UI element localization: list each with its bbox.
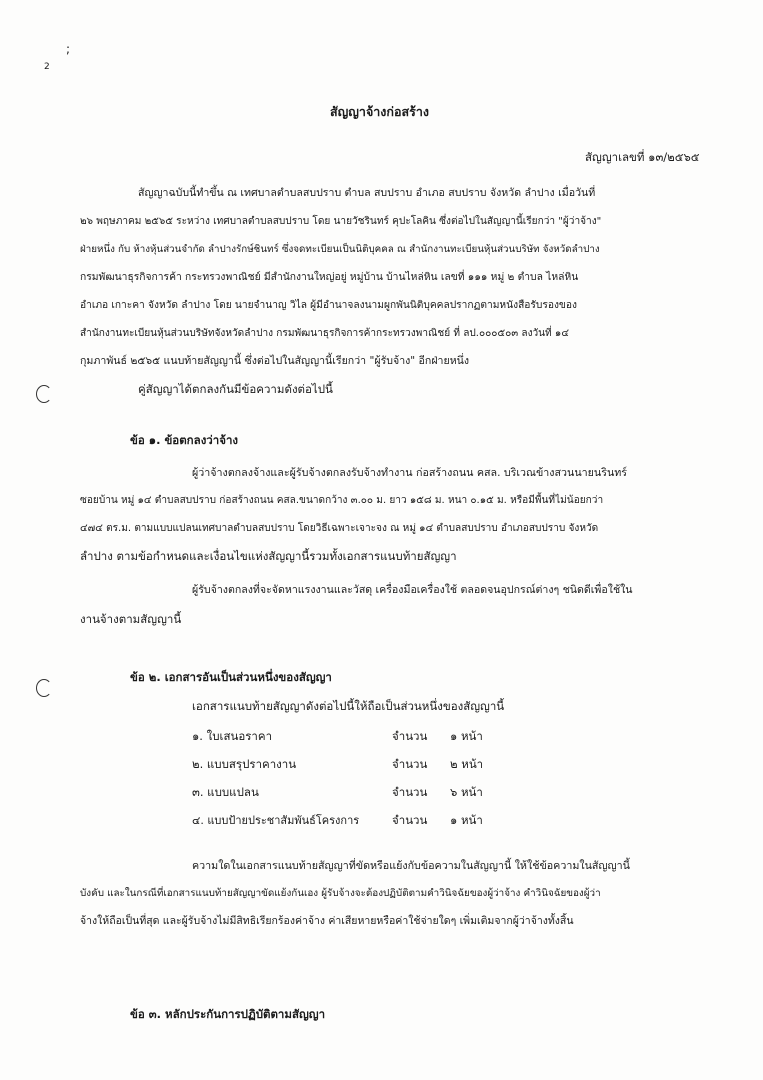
intro-line: สำนักงานทะเบียนหุ้นส่วนบริษัทจังหวัดลำปาง กรมพัฒนาธุรกิจการค้ากระทรวงพาณิชย์ ที่ ลป.๐๐๐๕๐๓ ลงวันที่ ๑๔ xyxy=(80,328,569,339)
clause-3-heading: ข้อ ๓. หลักประกันการปฏิบัติตามสัญญา xyxy=(130,1007,326,1021)
attachment-count-label: จำนวน xyxy=(392,785,428,799)
attachment-count-label: จำนวน xyxy=(392,729,428,743)
clause-2-heading: ข้อ ๒. เอกสารอันเป็นส่วนหนึ่งของสัญญา xyxy=(130,670,332,684)
attachment-name: ๒. แบบสรุปราคางาน xyxy=(192,757,297,771)
clause-1-line: ๔๗๔ ตร.ม. ตามแบบแปลนเทศบาลตำบลสบปราบ โดยวิธีเฉพาะเจาะจง ณ หมู่ ๑๔ ตำบลสบปราบ อำเภอสบปราบ จังหวัด xyxy=(80,523,599,534)
clause-1-line: ลำปาง ตามข้อกำหนดและเงื่อนไขแห่งสัญญานี้รวมทั้งเอกสารแนบท้ายสัญญา xyxy=(80,549,457,563)
page-semicolon-mark: ; xyxy=(66,42,71,56)
agreement-line: คู่สัญญาได้ตกลงกันมีข้อความดังต่อไปนี้ xyxy=(138,382,333,396)
intro-line: กรมพัฒนาธุรกิจการค้า กระทรวงพาณิชย์ มีสำนักงานใหญ่อยู่ หมู่บ้าน บ้านไหล่หิน เลขที่ ๑๑๑ หมู่ ๒ ตำบล ไหล่หิน xyxy=(80,271,579,283)
clause-1-heading: ข้อ ๑. ข้อตกลงว่าจ้าง xyxy=(130,433,239,447)
clause-1-line: ผู้ว่าจ้างตกลงจ้างและผู้รับจ้างตกลงรับจ้างทำงาน ก่อสร้างถนน คสล. บริเวณข้างสวนนายนรินทร์ xyxy=(192,466,628,479)
document-title: สัญญาจ้างก่อสร้าง xyxy=(330,104,429,119)
intro-line: อำเภอ เกาะคา จังหวัด ลำปาง โดย นายจำนาญ วิไล ผู้มีอำนาจลงนามผูกพันนิติบุคคลปรากฏตามหนังสือรับรองของ xyxy=(80,300,577,311)
clause-2-paragraph-line: บังคับ และในกรณีที่เอกสารแนบท้ายสัญญาขัดแย้งกันเอง ผู้รับจ้างจะต้องปฏิบัติตามคำวินิจฉัยของผู้ว่าจ้าง คำวินิจฉัยของผู้ว่า xyxy=(80,888,601,899)
attachment-name: ๔. แบบป้ายประชาสัมพันธ์โครงการ xyxy=(192,814,360,827)
clause-2-paragraph-line: ความใดในเอกสารแนบท้ายสัญญาที่ขัดหรือแย้งกับข้อความในสัญญานี้ ให้ใช้ข้อความในสัญญานี้ xyxy=(192,859,630,872)
clause-1-line: ซอยบ้าน หมู่ ๑๔ ตำบลสบปราบ ก่อสร้างถนน คสล.ขนาดกว้าง ๓.๐๐ ม. ยาว ๑๕๘ ม. หนา ๐.๑๕ ม. หรือมีพื้นที่ไม่น้อยกว่า xyxy=(80,495,604,506)
attachment-count-label: จำนวน xyxy=(392,813,428,827)
intro-line: สัญญาฉบับนี้ทำขึ้น ณ เทศบาลตำบลสบปราบ ตำบล สบปราบ อำเภอ สบปราบ จังหวัด ลำปาง เมื่อวันที่ xyxy=(138,187,596,199)
clause-2-paragraph-line: จ้างให้ถือเป็นที่สุด และผู้รับจ้างไม่มีสิทธิเรียกร้องค่าจ้าง ค่าเสียหายหรือค่าใช้จ่ายใดๆ เพิ่มเติมจากผู้ว่าจ้างทั้งสิ้น xyxy=(80,915,574,927)
attachment-count-label: จำนวน xyxy=(392,757,428,771)
punch-hole-mark xyxy=(36,385,52,403)
clause-2-intro: เอกสารแนบท้ายสัญญาดังต่อไปนี้ให้ถือเป็นส่วนหนึ่งของสัญญานี้ xyxy=(192,699,505,713)
attachment-pages: ๑ หน้า xyxy=(450,813,483,827)
attachment-pages: ๖ หน้า xyxy=(450,785,483,799)
intro-line: ๒๖ พฤษภาคม ๒๕๖๕ ระหว่าง เทศบาลตำบลสบปราบ โดย นายวัชรินทร์ คุปะโลคิน ซึ่งต่อไปในสัญญานี้เรียกว่า "ผู้ว่าจ้าง" xyxy=(80,216,602,227)
punch-hole-mark xyxy=(36,679,52,697)
intro-line: กุมภาพันธ์ ๒๕๖๕ แนบท้ายสัญญานี้ ซึ่งต่อไปในสัญญานี้เรียกว่า "ผู้รับจ้าง" อีกฝ่ายหนึ่ง xyxy=(80,355,470,367)
intro-line: ฝ่ายหนึ่ง กับ ห้างหุ้นส่วนจำกัด ลำปางรักษ์ชินทร์ ซึ่งจดทะเบียนเป็นนิติบุคคล ณ สำนักงานทะเบียนหุ้นส่วนบริษัท จังหวัดลำปาง xyxy=(80,244,600,255)
attachment-pages: ๑ หน้า xyxy=(450,729,483,743)
attachment-name: ๓. แบบแปลน xyxy=(192,785,259,799)
contract-number: สัญญาเลขที่ ๑๓/๒๕๖๕ xyxy=(585,150,700,164)
attachment-pages: ๒ หน้า xyxy=(450,757,484,771)
clause-1-line: ผู้รับจ้างตกลงที่จะจัดหาแรงงานและวัสดุ เครื่องมือเครื่องใช้ ตลอดจนอุปกรณ์ต่างๆ ชนิดดีเพื่อใช้ใน xyxy=(192,584,633,596)
clause-1-line: งานจ้างตามสัญญานี้ xyxy=(80,612,182,626)
page-number: 2 xyxy=(44,62,50,72)
attachment-name: ๑. ใบเสนอราคา xyxy=(192,729,273,743)
